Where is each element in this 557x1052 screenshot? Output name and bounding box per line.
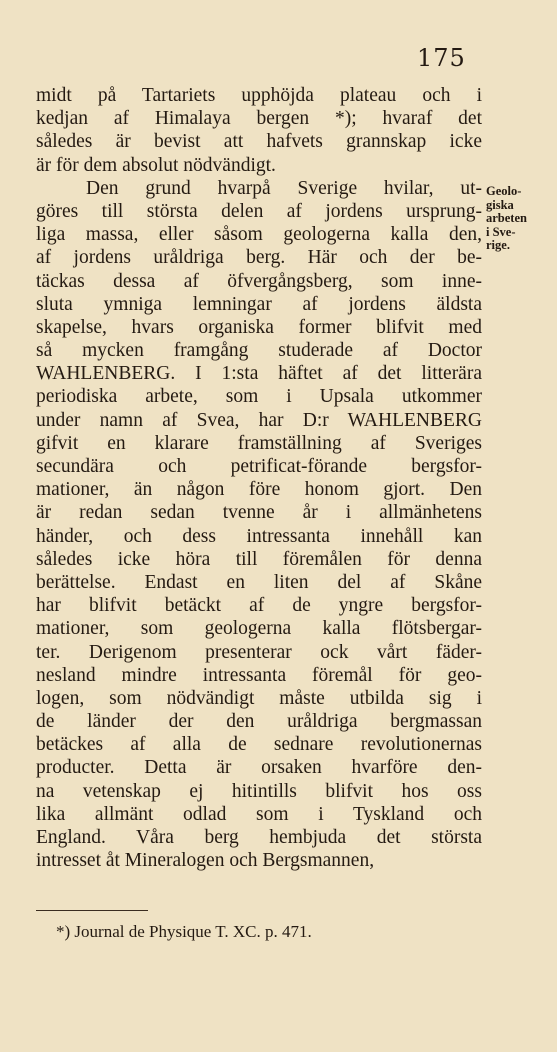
text-line: producter. Detta är orsaken hvarföre den- <box>36 757 482 779</box>
text-line: berättelse. Endast en liten del af Skåne <box>36 571 482 593</box>
text-line: ter. Derigenom presenterar ock vårt fäder- <box>36 641 482 663</box>
footnote: *) Journal de Physique T. XC. p. 471. <box>56 922 312 941</box>
margin-note-line: giska <box>486 197 514 212</box>
text-line: lika allmänt odlad som i Tyskland och <box>36 803 482 825</box>
text-line: na vetenskap ej hitintills blifvit hos oss <box>36 780 482 802</box>
text-line: göres till största delen af jordens ursprung- <box>36 200 482 222</box>
text-line: liga massa, eller såsom geologerna kalla den, <box>36 224 482 246</box>
text-line: gifvit en klarare framställning af Sveriges <box>36 432 482 454</box>
text-line: de länder der den uråldriga bergmassan <box>36 711 482 733</box>
margin-note-line: arbeten <box>486 211 527 225</box>
text-line: Den grund hvarpå Sverige hvilar, ut- <box>86 177 482 199</box>
text-line: händer, och dess intressanta innehåll kan <box>36 525 482 547</box>
text-line: England. Våra berg hembjuda det största <box>36 827 482 848</box>
text-line: logen, som nödvändigt måste utbilda sig i <box>36 687 482 709</box>
text-line: intresset åt Mineralogen och Bergsmannen, <box>36 850 375 872</box>
margin-note-line: Geolo- <box>486 184 522 198</box>
text-line: af jordens uråldriga berg. Här och der be- <box>36 247 482 269</box>
text-line: midt på Tartariets upphöjda plateau och i <box>36 85 482 106</box>
text-line: kedjan af Himalaya bergen *); hvaraf det <box>36 108 482 130</box>
text-line: mationer, som geologerna kalla flötsbergar- <box>36 618 482 640</box>
text-line: har blifvit betäckt af de yngre bergsfor- <box>36 595 482 617</box>
text-line: skapelse, hvars organiska former blifvit med <box>36 316 482 338</box>
page-number: 175 <box>417 44 466 72</box>
margin-note <box>486 185 550 253</box>
margin-note-line: rige. <box>486 238 510 252</box>
footnote-divider <box>36 910 148 911</box>
text-line: nesland mindre intressanta föremål för geo- <box>36 664 482 686</box>
margin-note-line: i Sve- <box>486 224 516 239</box>
text-line: således är bevist att hafvets grannskap icke <box>36 131 482 153</box>
text-line: täckas dessa af öfvergångsberg, som inne- <box>36 270 482 292</box>
text-line: är redan sedan tvenne år i allmänhetens <box>36 502 482 524</box>
text-line: mationer, än någon före honom gjort. Den <box>36 479 482 501</box>
text-line: secundära och petrificat-förande bergsfor- <box>36 456 482 477</box>
text-line: betäckes af alla de sednare revolutionernas <box>36 734 482 756</box>
text-line: så mycken framgång studerade af Doctor <box>36 340 482 362</box>
text-line: sluta ymniga lemningar af jordens äldsta <box>36 293 482 315</box>
text-line: är för dem absolut nödvändigt. <box>36 154 276 176</box>
text-line: således icke höra till föremålen för denna <box>36 548 482 570</box>
body-text <box>36 84 482 872</box>
text-line: periodiska arbete, som i Upsala utkommer <box>36 386 482 408</box>
text-line: under namn af Svea, har D:r WAHLENBERG <box>36 409 482 431</box>
text-line: WAHLENBERG. I 1:sta häftet af det litterära <box>36 363 482 385</box>
